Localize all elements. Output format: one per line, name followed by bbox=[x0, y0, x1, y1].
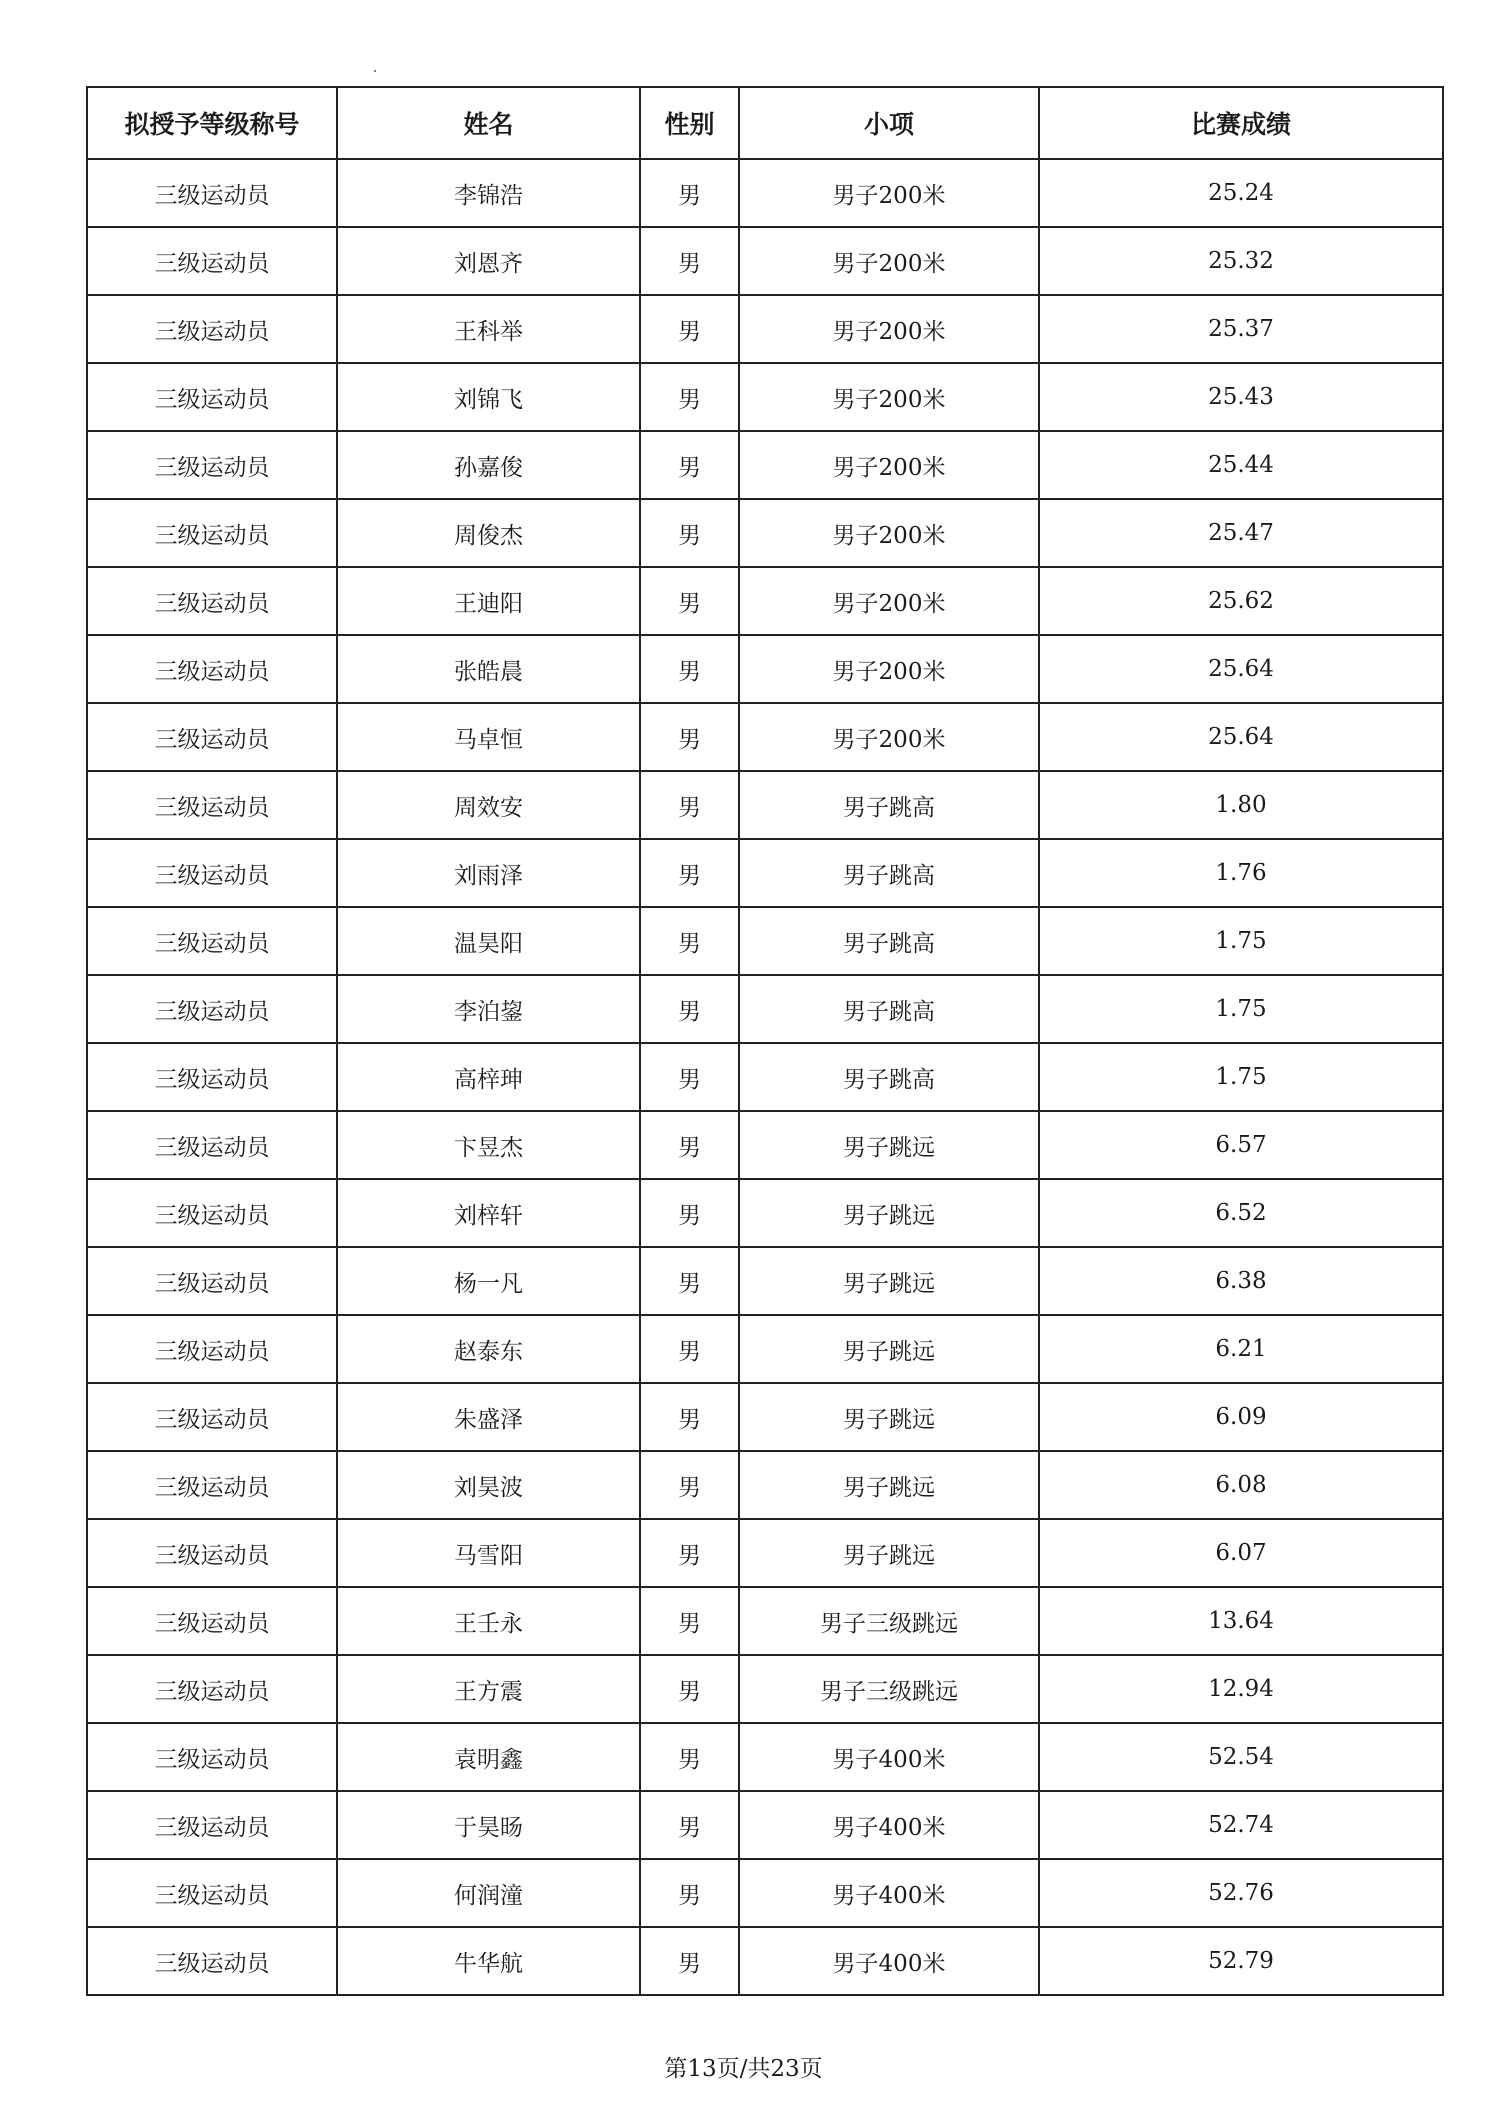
result-cell: 52.74 bbox=[1039, 1791, 1443, 1859]
event-cell: 男子跳远 bbox=[739, 1383, 1039, 1451]
grade-title-cell: 三级运动员 bbox=[87, 1859, 337, 1927]
grade-title-cell: 三级运动员 bbox=[87, 839, 337, 907]
grade-title-cell: 三级运动员 bbox=[87, 1723, 337, 1791]
event-cell: 男子200米 bbox=[739, 227, 1039, 295]
gender-cell: 男 bbox=[640, 1247, 739, 1315]
gender-cell: 男 bbox=[640, 1179, 739, 1247]
grade-title-cell: 三级运动员 bbox=[87, 1655, 337, 1723]
name-cell: 刘雨泽 bbox=[337, 839, 640, 907]
table-body bbox=[87, 159, 1443, 1995]
table-row bbox=[87, 1927, 1443, 1995]
event-cell: 男子三级跳远 bbox=[739, 1655, 1039, 1723]
result-cell: 25.44 bbox=[1039, 431, 1443, 499]
result-cell: 1.76 bbox=[1039, 839, 1443, 907]
gender-cell: 男 bbox=[640, 975, 739, 1043]
name-cell: 何润潼 bbox=[337, 1859, 640, 1927]
gender-cell: 男 bbox=[640, 1315, 739, 1383]
grade-title-cell: 三级运动员 bbox=[87, 1519, 337, 1587]
event-cell: 男子200米 bbox=[739, 635, 1039, 703]
name-cell: 卞昱杰 bbox=[337, 1111, 640, 1179]
gender-cell: 男 bbox=[640, 907, 739, 975]
gender-cell: 男 bbox=[640, 499, 739, 567]
table-row bbox=[87, 703, 1443, 771]
table-row bbox=[87, 839, 1443, 907]
result-cell: 25.43 bbox=[1039, 363, 1443, 431]
result-cell: 6.08 bbox=[1039, 1451, 1443, 1519]
header-event: 小项 bbox=[739, 87, 1039, 159]
gender-cell: 男 bbox=[640, 363, 739, 431]
grade-title-cell: 三级运动员 bbox=[87, 1247, 337, 1315]
table-row bbox=[87, 227, 1443, 295]
grade-title-cell: 三级运动员 bbox=[87, 227, 337, 295]
grade-title-cell: 三级运动员 bbox=[87, 295, 337, 363]
event-cell: 男子跳高 bbox=[739, 907, 1039, 975]
result-cell: 52.54 bbox=[1039, 1723, 1443, 1791]
name-cell: 于昊旸 bbox=[337, 1791, 640, 1859]
result-cell: 6.09 bbox=[1039, 1383, 1443, 1451]
event-cell: 男子400米 bbox=[739, 1791, 1039, 1859]
gender-cell: 男 bbox=[640, 703, 739, 771]
name-cell: 王方震 bbox=[337, 1655, 640, 1723]
grade-title-cell: 三级运动员 bbox=[87, 1111, 337, 1179]
name-cell: 孙嘉俊 bbox=[337, 431, 640, 499]
grade-title-cell: 三级运动员 bbox=[87, 1383, 337, 1451]
table-row bbox=[87, 295, 1443, 363]
table-row bbox=[87, 1247, 1443, 1315]
name-cell: 李锦浩 bbox=[337, 159, 640, 227]
name-cell: 王壬永 bbox=[337, 1587, 640, 1655]
table-row bbox=[87, 1655, 1443, 1723]
gender-cell: 男 bbox=[640, 1111, 739, 1179]
name-cell: 刘昊波 bbox=[337, 1451, 640, 1519]
name-cell: 朱盛泽 bbox=[337, 1383, 640, 1451]
grade-title-cell: 三级运动员 bbox=[87, 431, 337, 499]
table-row bbox=[87, 431, 1443, 499]
grade-title-cell: 三级运动员 bbox=[87, 499, 337, 567]
table-row bbox=[87, 499, 1443, 567]
header-row bbox=[87, 87, 1443, 159]
result-cell: 6.38 bbox=[1039, 1247, 1443, 1315]
name-cell: 刘梓轩 bbox=[337, 1179, 640, 1247]
table-row bbox=[87, 1859, 1443, 1927]
result-cell: 25.32 bbox=[1039, 227, 1443, 295]
result-cell: 25.24 bbox=[1039, 159, 1443, 227]
grade-title-cell: 三级运动员 bbox=[87, 1315, 337, 1383]
table-row bbox=[87, 1315, 1443, 1383]
result-cell: 1.75 bbox=[1039, 907, 1443, 975]
event-cell: 男子跳远 bbox=[739, 1451, 1039, 1519]
grade-title-cell: 三级运动员 bbox=[87, 1587, 337, 1655]
gender-cell: 男 bbox=[640, 1383, 739, 1451]
scan-speck bbox=[374, 70, 376, 72]
gender-cell: 男 bbox=[640, 839, 739, 907]
athlete-grade-table bbox=[86, 86, 1444, 1996]
gender-cell: 男 bbox=[640, 1587, 739, 1655]
result-cell: 6.52 bbox=[1039, 1179, 1443, 1247]
event-cell: 男子跳高 bbox=[739, 975, 1039, 1043]
table-row bbox=[87, 771, 1443, 839]
gender-cell: 男 bbox=[640, 567, 739, 635]
name-cell: 李泊鋆 bbox=[337, 975, 640, 1043]
name-cell: 马雪阳 bbox=[337, 1519, 640, 1587]
result-cell: 25.64 bbox=[1039, 635, 1443, 703]
gender-cell: 男 bbox=[640, 1927, 739, 1995]
gender-cell: 男 bbox=[640, 431, 739, 499]
event-cell: 男子400米 bbox=[739, 1859, 1039, 1927]
grade-title-cell: 三级运动员 bbox=[87, 771, 337, 839]
grade-title-cell: 三级运动员 bbox=[87, 1791, 337, 1859]
event-cell: 男子200米 bbox=[739, 567, 1039, 635]
page-number: 第13页/共23页 bbox=[664, 2056, 823, 2082]
name-cell: 马卓恒 bbox=[337, 703, 640, 771]
name-cell: 刘锦飞 bbox=[337, 363, 640, 431]
result-cell: 25.47 bbox=[1039, 499, 1443, 567]
table-row bbox=[87, 1111, 1443, 1179]
event-cell: 男子跳远 bbox=[739, 1179, 1039, 1247]
event-cell: 男子200米 bbox=[739, 431, 1039, 499]
event-cell: 男子200米 bbox=[739, 363, 1039, 431]
gender-cell: 男 bbox=[640, 1451, 739, 1519]
result-cell: 6.21 bbox=[1039, 1315, 1443, 1383]
gender-cell: 男 bbox=[640, 1723, 739, 1791]
name-cell: 王科举 bbox=[337, 295, 640, 363]
table-row bbox=[87, 1451, 1443, 1519]
grade-title-cell: 三级运动员 bbox=[87, 567, 337, 635]
result-cell: 6.07 bbox=[1039, 1519, 1443, 1587]
header-gender: 性别 bbox=[640, 87, 739, 159]
name-cell: 高梓珅 bbox=[337, 1043, 640, 1111]
grade-title-cell: 三级运动员 bbox=[87, 635, 337, 703]
gender-cell: 男 bbox=[640, 1519, 739, 1587]
name-cell: 温昊阳 bbox=[337, 907, 640, 975]
gender-cell: 男 bbox=[640, 295, 739, 363]
name-cell: 张皓晨 bbox=[337, 635, 640, 703]
event-cell: 男子跳远 bbox=[739, 1315, 1039, 1383]
grade-title-cell: 三级运动员 bbox=[87, 1451, 337, 1519]
table-row bbox=[87, 1587, 1443, 1655]
result-cell: 1.80 bbox=[1039, 771, 1443, 839]
grade-title-cell: 三级运动员 bbox=[87, 1179, 337, 1247]
event-cell: 男子400米 bbox=[739, 1927, 1039, 1995]
result-cell: 25.37 bbox=[1039, 295, 1443, 363]
gender-cell: 男 bbox=[640, 1043, 739, 1111]
result-cell: 12.94 bbox=[1039, 1655, 1443, 1723]
name-cell: 周俊杰 bbox=[337, 499, 640, 567]
result-cell: 1.75 bbox=[1039, 975, 1443, 1043]
table-row bbox=[87, 635, 1443, 703]
event-cell: 男子200米 bbox=[739, 295, 1039, 363]
event-cell: 男子跳高 bbox=[739, 839, 1039, 907]
grade-title-cell: 三级运动员 bbox=[87, 1927, 337, 1995]
grade-title-cell: 三级运动员 bbox=[87, 907, 337, 975]
table-row bbox=[87, 1383, 1443, 1451]
result-cell: 25.62 bbox=[1039, 567, 1443, 635]
event-cell: 男子200米 bbox=[739, 703, 1039, 771]
name-cell: 牛华航 bbox=[337, 1927, 640, 1995]
gender-cell: 男 bbox=[640, 1859, 739, 1927]
grade-title-cell: 三级运动员 bbox=[87, 703, 337, 771]
event-cell: 男子跳远 bbox=[739, 1519, 1039, 1587]
event-cell: 男子跳高 bbox=[739, 1043, 1039, 1111]
result-cell: 6.57 bbox=[1039, 1111, 1443, 1179]
table-row bbox=[87, 907, 1443, 975]
name-cell: 袁明鑫 bbox=[337, 1723, 640, 1791]
header-result: 比赛成绩 bbox=[1039, 87, 1443, 159]
table-row bbox=[87, 975, 1443, 1043]
grade-title-cell: 三级运动员 bbox=[87, 363, 337, 431]
name-cell: 杨一凡 bbox=[337, 1247, 640, 1315]
table-row bbox=[87, 1791, 1443, 1859]
header-name: 姓名 bbox=[337, 87, 640, 159]
table-row bbox=[87, 159, 1443, 227]
name-cell: 王迪阳 bbox=[337, 567, 640, 635]
header-grade-title: 拟授予等级称号 bbox=[87, 87, 337, 159]
gender-cell: 男 bbox=[640, 771, 739, 839]
event-cell: 男子三级跳远 bbox=[739, 1587, 1039, 1655]
name-cell: 周效安 bbox=[337, 771, 640, 839]
result-cell: 52.76 bbox=[1039, 1859, 1443, 1927]
name-cell: 刘恩齐 bbox=[337, 227, 640, 295]
name-cell: 赵泰东 bbox=[337, 1315, 640, 1383]
gender-cell: 男 bbox=[640, 635, 739, 703]
result-cell: 13.64 bbox=[1039, 1587, 1443, 1655]
result-cell: 25.64 bbox=[1039, 703, 1443, 771]
grade-title-cell: 三级运动员 bbox=[87, 975, 337, 1043]
event-cell: 男子200米 bbox=[739, 159, 1039, 227]
result-cell: 1.75 bbox=[1039, 1043, 1443, 1111]
event-cell: 男子400米 bbox=[739, 1723, 1039, 1791]
table-row bbox=[87, 1519, 1443, 1587]
event-cell: 男子跳高 bbox=[739, 771, 1039, 839]
grade-title-cell: 三级运动员 bbox=[87, 159, 337, 227]
table-row bbox=[87, 1043, 1443, 1111]
table-row bbox=[87, 1179, 1443, 1247]
table-row bbox=[87, 1723, 1443, 1791]
event-cell: 男子跳远 bbox=[739, 1111, 1039, 1179]
result-cell: 52.79 bbox=[1039, 1927, 1443, 1995]
grade-title-cell: 三级运动员 bbox=[87, 1043, 337, 1111]
gender-cell: 男 bbox=[640, 1655, 739, 1723]
gender-cell: 男 bbox=[640, 227, 739, 295]
gender-cell: 男 bbox=[640, 159, 739, 227]
table-row bbox=[87, 567, 1443, 635]
event-cell: 男子200米 bbox=[739, 499, 1039, 567]
gender-cell: 男 bbox=[640, 1791, 739, 1859]
event-cell: 男子跳远 bbox=[739, 1247, 1039, 1315]
table-row bbox=[87, 363, 1443, 431]
